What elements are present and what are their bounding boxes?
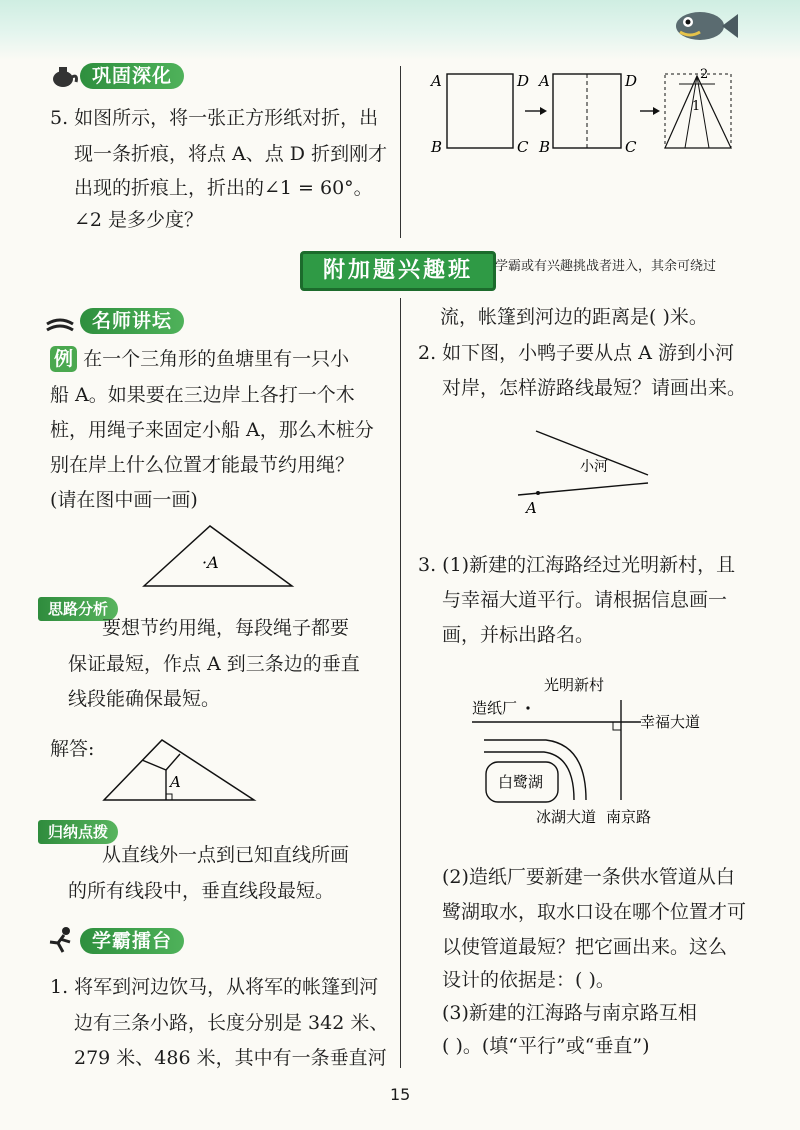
section-arena: 学霸擂台 [80,928,184,954]
pond-triangle [140,520,300,592]
bonus-banner: 附加题兴趣班 [300,251,496,291]
teapot-icon [48,62,78,90]
q3-part2-line-3: 以使管道最短？把它画出来。这么 [442,936,728,958]
bingho-label: 冰湖大道 [536,808,597,826]
q5-line-3: 出现的折痕上，折出的∠1 = 60°。 [74,177,373,199]
avenue-label: 幸福大道 [640,713,701,731]
boat-icon [45,308,75,336]
q3-part3-line-2: ( )。(填“平行”或“垂直”) [442,1035,650,1057]
q3-part3-line-1: (3)新建的江海路与南京路互相 [442,1002,697,1024]
example-tag: 例 [50,346,77,372]
town-map [466,670,756,840]
label-d1: D [517,72,530,90]
q1-line-2: 边有三条小路，长度分别是 342 米、 [74,1012,389,1034]
analysis-line-1: 要想节约用绳，每段绳子都要 [102,617,350,639]
label-b1: B [431,138,443,156]
q1-line-4: 流，帐篷到河边的距离是( )米。 [440,306,708,328]
runner-icon [46,926,76,954]
section-consolidate: 巩固深化 [80,63,184,89]
duck-point-label: A [526,499,537,517]
fish-icon [660,0,740,52]
bonus-note: 学霸或有兴趣挑战者进入，其余可绕过 [495,259,717,274]
fold-diagram [425,62,745,162]
summary-line-2: 的所有线段中，垂直线段最短。 [68,880,335,902]
q2-line-2: 对岸，怎样游路线最短？请画出来。 [442,377,747,399]
example-line-3: 桩，用绳子来固定小船 A，那么木桩分 [50,419,374,441]
q2-line-1: 2. 如下图，小鸭子要从点 A 游到小河 [418,342,734,364]
nanjing-label: 南京路 [606,808,652,826]
label-c1: C [517,138,529,156]
label-c2: C [625,138,637,156]
q1-line-3: 279 米、486 米，其中有一条垂直河 [74,1047,387,1069]
example-line-1 [50,342,349,376]
example-line-2: 船 A。如果要在三边岸上各打一个木 [50,384,355,406]
label-a2: A [539,72,550,90]
angle-2-label: 2 [700,67,709,82]
label-a1: A [431,72,442,90]
q3-line-2: 与幸福大道平行。请根据信息画一 [442,589,728,611]
label-b2: B [539,138,551,156]
summary-line-1: 从直线外一点到已知直线所画 [102,844,350,866]
factory-label: 造纸厂 [472,699,518,717]
village-label: 光明新村 [544,676,605,694]
river-label: 小河 [580,459,608,475]
answer-label: 解答: [50,738,95,760]
section-thinking: 思路分析 [38,597,118,621]
q5-line-2: 现一条折痕，将点 A、点 D 折到刚才 [74,143,388,165]
q1-line-1: 1. 将军到河边饮马，从将军的帐篷到河 [50,976,379,998]
page-number: 15 [390,1085,411,1104]
section-teacher: 名师讲坛 [80,308,184,334]
analysis-line-3: 线段能确保最短。 [68,688,221,710]
q5-line-4: ∠2 是多少度？ [74,209,204,231]
analysis-line-2: 保证最短，作点 A 到三条边的垂直 [68,653,360,675]
q3-line-1: 3. (1)新建的江海路经过光明新村，且 [418,554,736,576]
example-text-1: 在一个三角形的鱼塘里有一只小 [83,348,350,370]
q3-part2-line-1: (2)造纸厂要新建一条供水管道从白 [442,866,735,888]
label-d2: D [625,72,638,90]
example-line-5: (请在图中画一画) [50,489,198,511]
top-column-divider [400,66,401,238]
answer-triangle [100,732,260,804]
q3-part2-line-4: 设计的依据是：( )。 [442,969,615,991]
boat-point-label: ·A [202,553,219,572]
section-summary: 归纳点拨 [38,820,118,844]
main-column-divider [400,298,401,1068]
lake-label: 白鹭湖 [498,773,544,791]
river-diagram [510,425,660,520]
angle-1-label: 1 [692,99,701,114]
example-line-4: 别在岸上什么位置才能最节约用绳？ [50,454,355,476]
q3-line-3: 画，并标出路名。 [442,624,595,646]
answer-point-label: A [170,773,181,791]
q3-part2-line-2: 鹭湖取水，取水口设在哪个位置才可 [442,901,747,923]
q5-line-1: 5. 如图所示，将一张正方形纸对折，出 [50,107,379,129]
